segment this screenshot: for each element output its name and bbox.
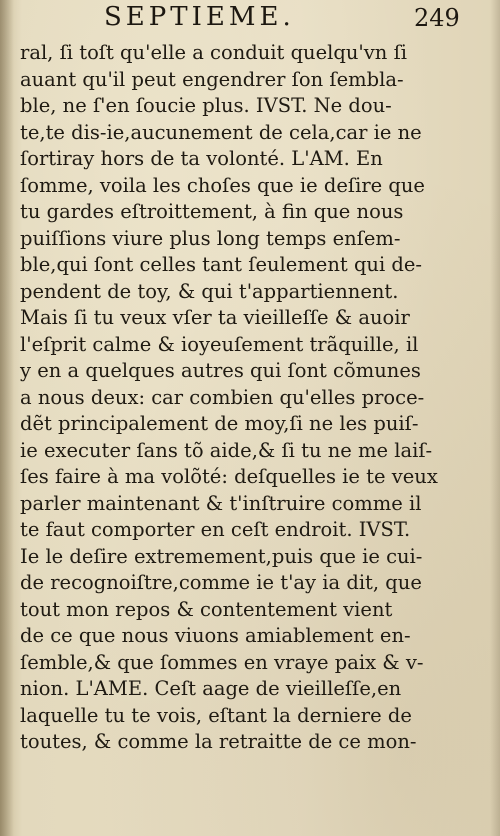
page-edge-shadow [490, 0, 500, 836]
text-line: nion. L'AME. Ceſt aage de vieilleſſe,en [20, 677, 402, 700]
text-line: te faut comporter en ceſt endroit. IVST. [20, 518, 411, 541]
text-line: de recognoiſtre,comme ie t'ay ia dit, que [20, 571, 422, 594]
text-line: dẽt principalement de moy,ſi ne les puiſ- [20, 412, 419, 435]
text-line: a nous deux: car combien qu'elles proce- [20, 385, 425, 409]
body-text [20, 40, 468, 756]
text-line: ie executer ſans tõ aide,& ſi tu ne me laiſ- [20, 438, 433, 462]
gutter-shadow [0, 0, 14, 836]
text-line: de ce que nous viuons amiablement en- [20, 624, 411, 647]
text-line: ſes faire à ma volõté: deſquelles ie te veux [20, 465, 438, 488]
text-line: parler maintenant & t'inſtruire comme il [20, 491, 422, 515]
text-line: toutes, & comme la retraitte de ce mon- [20, 730, 417, 753]
text-line: puiſſions viure plus long temps enſem- [20, 226, 401, 250]
text-line: l'eſprit calme & ioyeuſement trãquille, il [20, 332, 419, 356]
text-line: ſomme, voila les choſes que ie deſire que [20, 173, 425, 197]
running-head: SEPTIEME. [104, 2, 295, 32]
text-line: ſortiray hors de ta volonté. L'AM. En [20, 147, 383, 170]
text-line: ble,qui ſont celles tant ſeulement qui de- [20, 253, 423, 276]
text-line: y en a quelques autres qui ſont cõmunes [20, 359, 421, 382]
text-line: laquelle tu te vois, eſtant la derniere de [20, 703, 412, 727]
text-line: ſemble,& que ſommes en vraye paix & v- [20, 650, 424, 674]
text-line: Mais ſi tu veux vſer ta vieilleſſe & auoir [20, 306, 410, 329]
page-number: 249 [414, 4, 460, 32]
text-line: ral, ſi toſt qu'elle a conduit quelqu'vn ſi [20, 41, 408, 64]
text-line: tout mon repos & contentement vient [20, 597, 393, 621]
text-line: Ie le deſire extremement,puis que ie cui- [20, 544, 423, 568]
text-line: tu gardes eſtroittement, à fin que nous [20, 200, 404, 223]
text-line: ble, ne ſ'en ſoucie plus. IVST. Ne dou- [20, 94, 392, 117]
text-line: te,te dis-ie,aucunement de cela,car ie ne [20, 120, 422, 144]
text-line: pendent de toy, & qui t'appartiennent. [20, 279, 399, 303]
text-line: auant qu'il peut engendrer ſon ſembla- [20, 67, 404, 91]
